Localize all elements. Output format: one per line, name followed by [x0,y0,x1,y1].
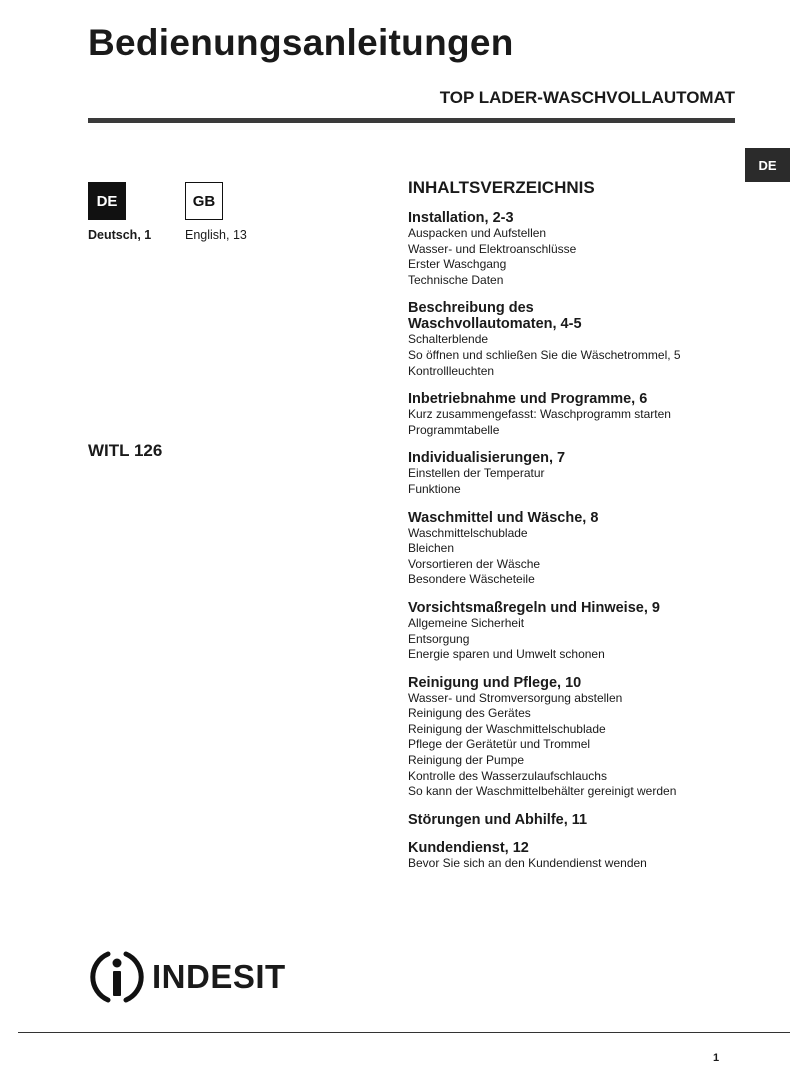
toc-section-heading[interactable]: Störungen und Abhilfe, 11 [408,811,588,828]
product-type-subtitle: TOP LADER-WASCHVOLLAUTOMAT [439,88,735,107]
toc-section [408,812,748,828]
header-divider [88,118,735,123]
toc-item[interactable]: Schalterblende [408,332,489,347]
toc-item[interactable]: Technische Daten [408,272,504,287]
toc-section [408,840,748,872]
brand-wordmark: INDESIT [152,958,286,995]
toc-section [408,510,748,588]
toc-sections [408,210,748,871]
toc-section [408,210,748,288]
toc-item[interactable]: Kurz zusammengefasst: Waschprogramm starten [408,407,671,422]
toc-item[interactable]: Wasser- und Stromversorgung abstellen [408,690,623,705]
toc-section [408,675,748,800]
toc-section-heading[interactable]: Inbetriebnahme und Programme, 6 [408,391,648,408]
toc-section [408,600,748,663]
toc-item[interactable]: So öffnen und schließen Sie die Wäschetrommel, 5 [408,347,681,362]
toc-section [408,300,748,379]
toc-item[interactable]: Bevor Sie sich an den Kundendienst wenden [408,855,647,870]
toc-section-heading[interactable]: Installation, 2-3 [408,210,514,226]
toc-section [408,391,748,438]
language-box-de[interactable]: DE [88,182,126,220]
toc-section-heading[interactable]: Vorsichtsmaßregeln und Hinweise, 9 [408,599,660,616]
toc-item[interactable]: Kontrolle des Wasserzulaufschlauchs [408,768,607,783]
toc-item[interactable]: Reinigung der Pumpe [408,753,525,768]
toc-section [408,450,748,497]
toc-item[interactable]: Entsorgung [408,631,470,646]
language-box-gb[interactable]: GB [185,182,223,220]
document-title: Bedienungsanleitungen [88,22,514,63]
language-label-gb[interactable]: English, 13 [185,228,247,242]
toc-item[interactable]: Energie sparen und Umwelt schonen [408,647,605,662]
model-number: WITL 126 [88,441,163,460]
toc-item[interactable]: Wasser- und Elektroanschlüsse [408,241,577,256]
toc-item[interactable]: Erster Waschgang [408,257,507,272]
toc-section-heading[interactable]: Waschmittel und Wäsche, 8 [408,509,599,526]
toc-section-heading[interactable]: Beschreibung des Waschvollautomaten, 4-5 [408,300,582,333]
page-number: 1 [713,1052,720,1064]
toc-title: INHALTSVERZEICHNIS [408,178,595,197]
toc-item[interactable]: Programmtabelle [408,422,500,437]
toc-item[interactable]: Besondere Wäscheteile [408,572,535,587]
toc-item[interactable]: Pflege der Gerätetür und Trommel [408,737,591,752]
language-label-de[interactable]: Deutsch, 1 [88,228,152,242]
toc-item[interactable]: Bleichen [408,541,455,556]
toc-item[interactable]: Allgemeine Sicherheit [408,615,525,630]
toc-item[interactable]: Reinigung des Gerätes [408,706,531,721]
toc-item[interactable]: So kann der Waschmittelbehälter gereinigt werden [408,784,677,799]
footer-divider [18,1032,790,1033]
language-side-tab: DE [745,148,790,182]
toc-item[interactable]: Waschmittelschublade [408,525,528,540]
toc-item[interactable]: Reinigung der Waschmittelschublade [408,721,606,736]
table-of-contents [408,178,748,883]
toc-item[interactable]: Kontrollleuchten [408,363,495,378]
toc-item[interactable]: Vorsortieren der Wäsche [408,556,541,571]
toc-item[interactable]: Einstellen der Temperatur [408,466,545,481]
toc-section-heading[interactable]: Individualisierungen, 7 [408,450,566,467]
toc-item[interactable]: Auspacken und Aufstellen [408,226,547,240]
indesit-circle-i-logo-icon [88,948,146,1006]
toc-item[interactable]: Funktione [408,481,461,496]
toc-section-heading[interactable]: Reinigung und Pflege, 10 [408,674,582,691]
toc-section-heading[interactable]: Kundendienst, 12 [408,839,529,856]
indesit-logo [88,948,286,1006]
